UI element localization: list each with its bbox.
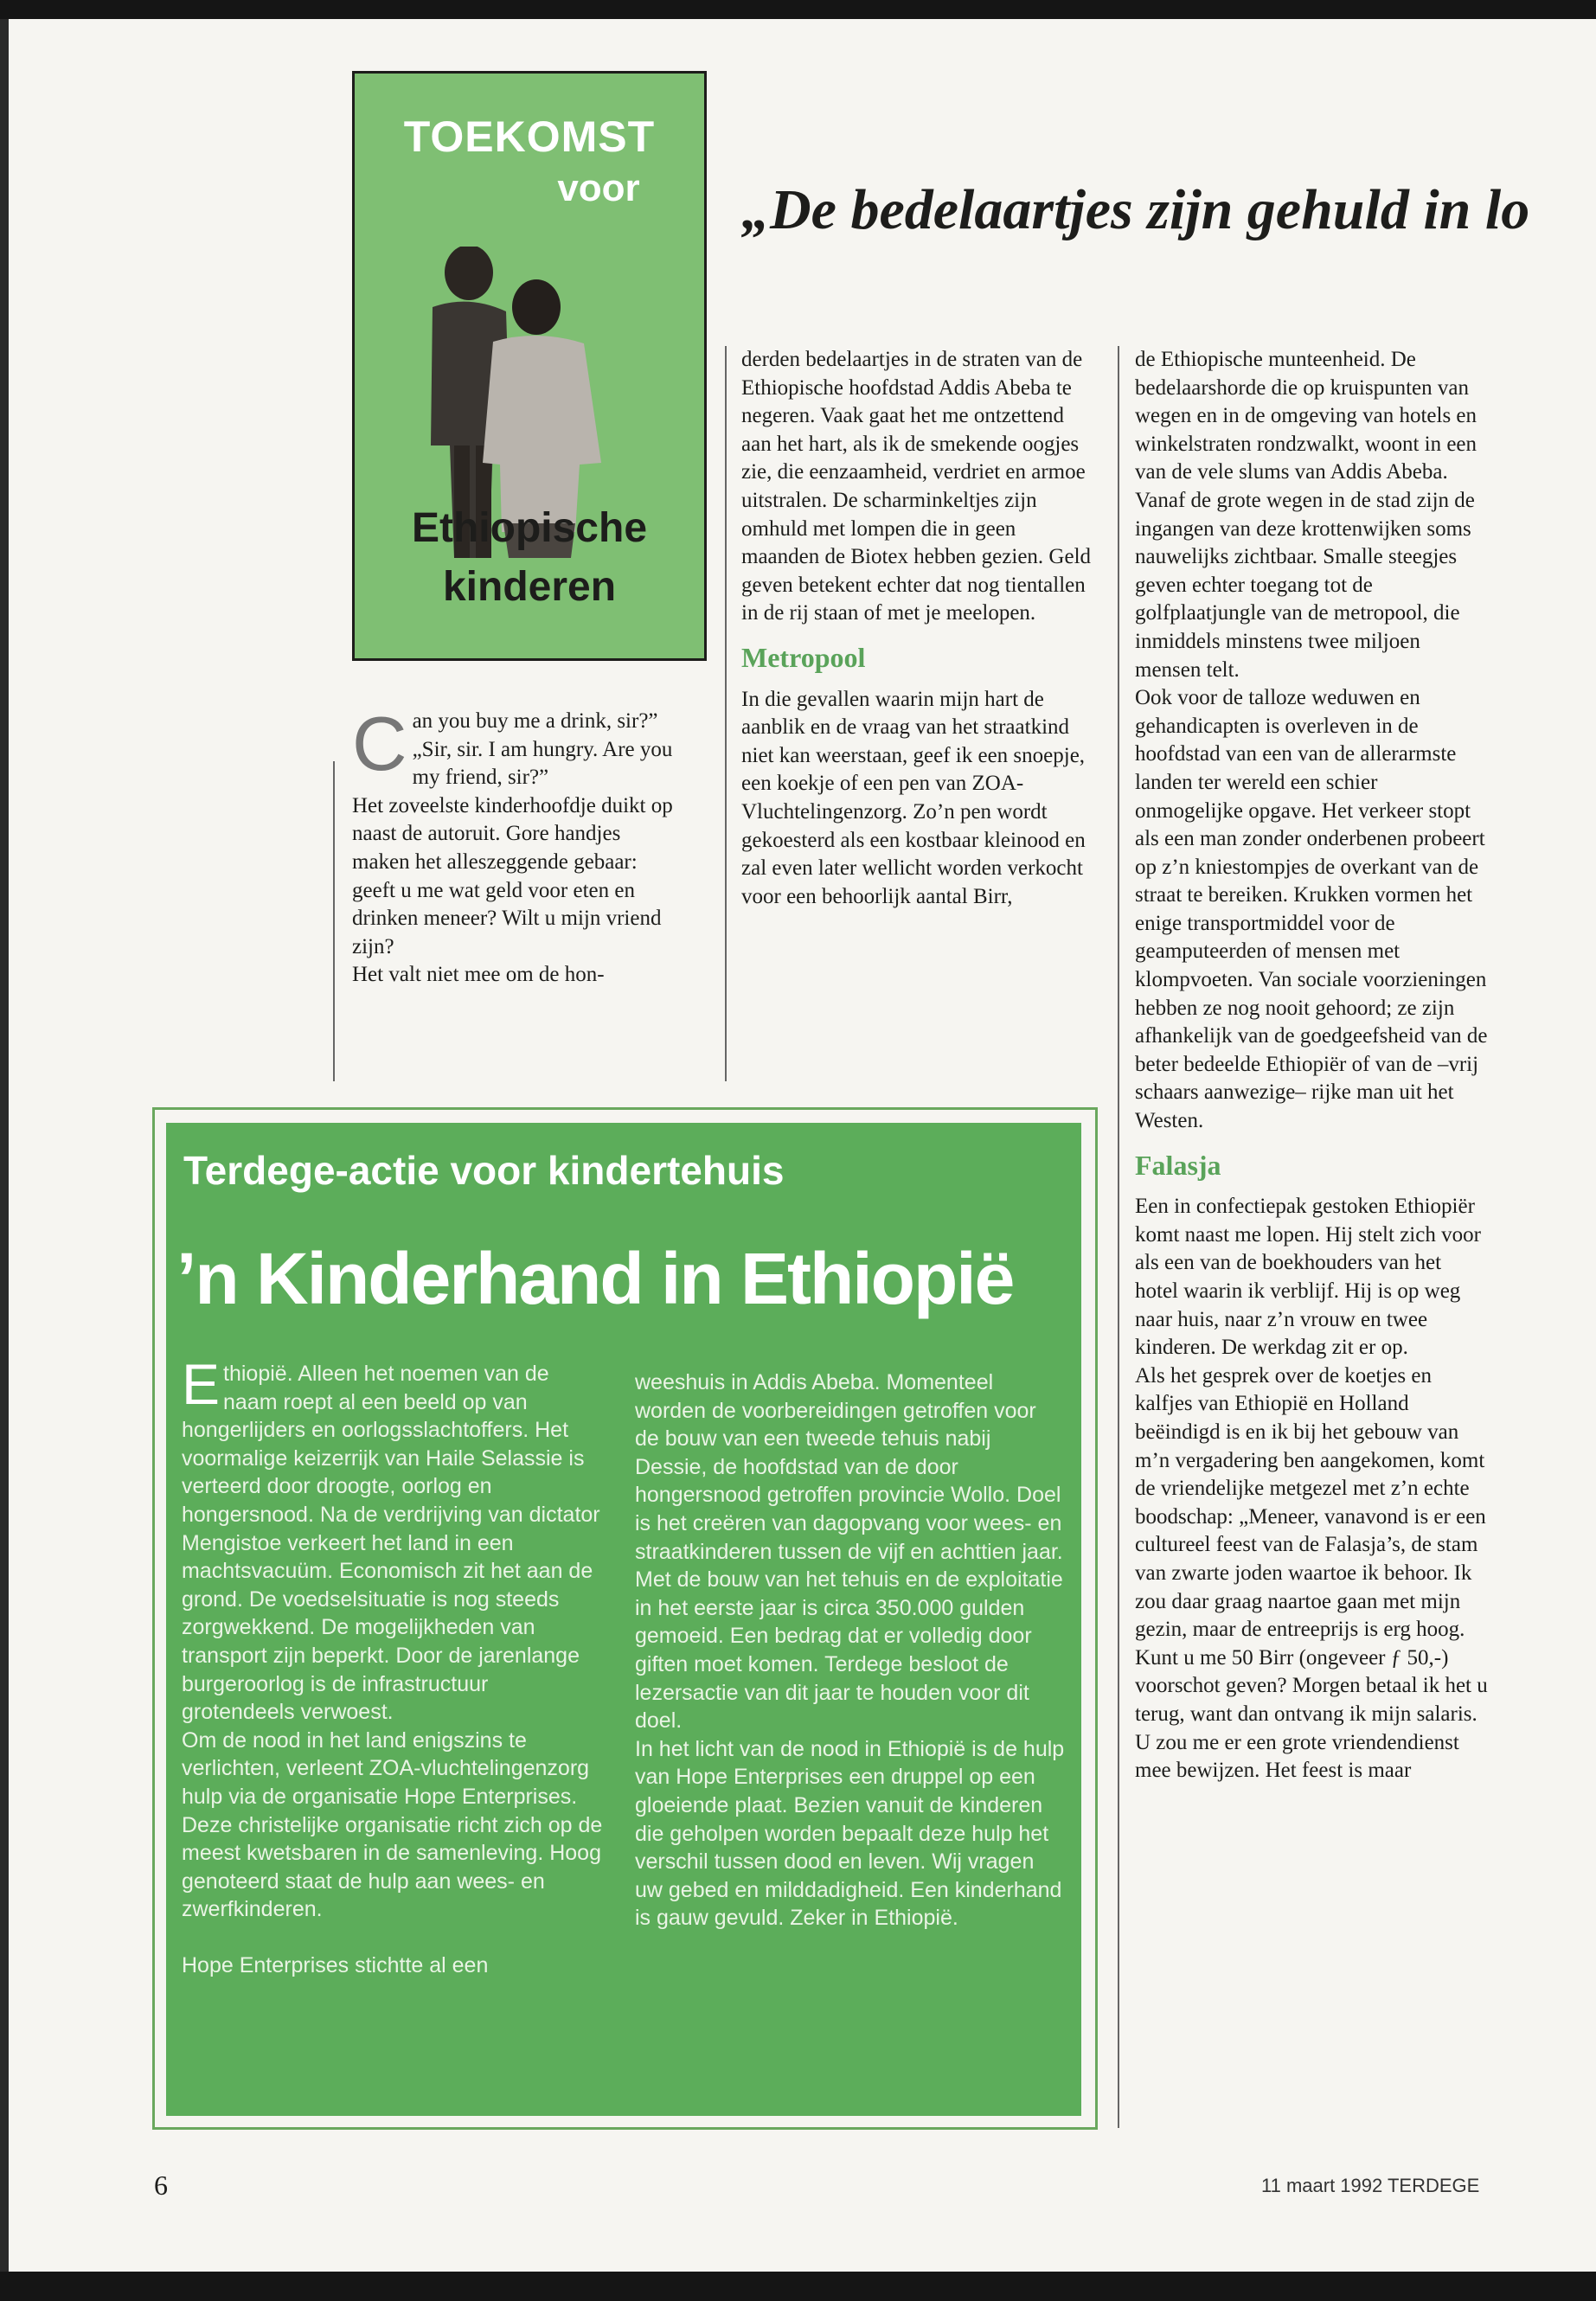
page-number: 6: [154, 2170, 168, 2201]
drop-cap: E: [182, 1352, 221, 1416]
paragraph: an you buy me a drink, sir?”: [412, 709, 658, 733]
action-box-column-2: [635, 1368, 1066, 1932]
subheading: Falasja: [1135, 1149, 1221, 1181]
teaser-line-4: kinderen: [442, 564, 617, 610]
paragraph: Met de bouw van het tehuis en de exploitatie in het eerste jaar is circa 350.000 gulden gemoeid. Een bedrag dat er volledig door giften moet komen. Terdege besloot de lezersactie van dit jaar te houden voor dit doel.: [635, 1567, 1063, 1734]
article-column-1: [352, 701, 679, 990]
teaser-line-1: TOEKOMST: [403, 112, 656, 161]
paragraph: In die gevallen waarin mijn hart de aanblik en de vraag van het straatkind niet kan weerstaan, geef ik een snoepje, een koekje of een pen van ZOA-Vluchtelingenzorg. Zo’n pen wordt gekoesterd als een kostbaar kleinood en zal even later wellicht worden verkocht voor een behoorlijk aantal Birr,: [741, 687, 1086, 908]
paragraph: de Ethiopische munteenheid. De bedelaarshorde die op kruispunten van wegen en in de omgeving van hotels en winkelstraten rondzwalkt, woont in een van de vele slums van Addis Abeba. Vanaf de grote wegen in de stad zijn de ingangen van deze krottenwijken soms nauwelijks zichtbaar. Smalle steegjes geven echter toegang tot de golfplaatjungle van de metropool, die inmiddels minstens twee miljoen mensen telt.: [1135, 348, 1477, 682]
action-box-title: Terdege-actie voor kindertehuis: [183, 1148, 785, 1193]
paragraph: Het zoveelste kinderhoofdje duikt op naast de autoruit. Gore handjes maken het alleszeggende gebaar: geeft u me wat geld voor eten en drinken meneer? Wilt u mijn vriend zijn?: [352, 793, 673, 958]
teaser-line-2: voor: [557, 167, 640, 209]
paragraph: derden bedelaartjes in de straten van de Ethiopische hoofdstad Addis Abeba te negeren. Vaak gaat het me ontzettend aan het hart, als ik de smekende oogjes zie, die eenzaamheid, verdriet en armoe uitstralen. De scharminkeltjes zijn omhuld met lompen die in geen maanden de Biotex hebben gezien. Geld geven betekent echter dat nog tientallen in de rij staan of met je meelopen.: [741, 348, 1092, 625]
paragraph: Hope Enterprises stichtte al een: [182, 1952, 489, 1977]
article-headline: „De bedelaartjes zijn gehuld in lo: [741, 178, 1530, 241]
paragraph: Om de nood in het land enigszins te verlichten, verleent ZOA-vluchtelingenzorg hulp via de organisatie Hope Enterprises. Deze christelijke organisatie richt zich op de meest kwetsbaren in de samenleving. Hoog genoteerd staat de hulp aan wees- en zwerfkinderen.: [182, 1727, 603, 1922]
action-box-column-1: [182, 1352, 606, 1979]
column-rule: [333, 761, 335, 1081]
article-column-3: [1135, 346, 1490, 1785]
drop-cap: C: [352, 701, 407, 786]
paragraph: In het licht van de nood in Ethiopië is de hulp van Hope Enterprises een druppel op een gloeiende plaat. Bezien vanuit de kinderen die geholpen worden bepaalt deze hulp het verschil tussen dood en leven. Wij vragen uw gebed en milddadigheid. Een kinderhand is gauw gevuld. Zeker in Ethiopië.: [635, 1736, 1065, 1931]
paragraph: „Sir, sir. I am hungry. Are you my friend, sir?”: [412, 737, 673, 790]
paragraph: weeshuis in Addis Abeba. Momenteel worden de voorbereidingen getroffen voor de bouw van een tweede tehuis nabij Dessie, de hoofdstad van de door hongersnood getroffen provincie Wollo. Doel is het creëren van dagopvang voor wees- en straatkinderen tussen de vijf en achttien jaar.: [635, 1370, 1063, 1564]
action-box-headline: ’n Kinderhand in Ethiopië: [176, 1238, 1014, 1319]
issue-line: 11 maart 1992 TERDEGE: [1261, 2175, 1480, 2196]
subheading: Metropool: [741, 641, 866, 673]
paragraph: Ook voor de talloze weduwen en gehandicapten is overleven in de hoofdstad van een van de allerarmste landen ter wereld een schier onmogelijke opgave. Het verkeer stopt als een man zonder onderbenen probeert op z’n kniestompjes de overkant van de straat te bereiken. Krukken vormen het enige transportmiddel voor de geamputeerden of mensen met klompvoeten. Van sociale voorzieningen hebben ze nog nooit gehoord; ze zijn afhankelijk van de goedgeefsheid van de beter bedeelde Ethiopiër of van de –vrij schaars aanwezige– rijke man uit het Westen.: [1135, 686, 1488, 1133]
paragraph: Een in confectiepak gestoken Ethiopiër komt naast me lopen. Hij stelt zich voor als een van de boekhouders van het hotel waarin ik verblijf. Hij is op weg naar huis, naar z’n vrouw en twee kinderen. De werkdag zit er op.: [1135, 1195, 1481, 1360]
paragraph: Het valt niet mee om de hon-: [352, 963, 605, 987]
scan-top-border: [0, 0, 1596, 19]
teaser-line-3: Ethiopische: [411, 505, 648, 551]
article-column-2: [741, 346, 1096, 911]
paragraph: thiopië. Alleen het noemen van de naam roept al een beeld op van hongerlijders en oorlogsslachtoffers. Het voormalige keizerrijk van Haile Selassie is verteerd door droogte, oorlog en hongersnood. Na de verdrijving van dictator Mengistoe verkeert het land in een machtsvacuüm. Economisch zit het aan de grond. De voedselsituatie is nog steeds zorgwekkend. De mogelijkheden van transport zijn beperkt. Door de jarenlange burgeroorlog is de infrastructuur grotendeels verwoest.: [182, 1362, 600, 1725]
scan-left-border: [0, 19, 9, 2272]
teaser-box: [352, 71, 707, 661]
scan-bottom-border: [0, 2272, 1596, 2301]
paragraph: Als het gesprek over de koetjes en kalfjes van Ethiopië en Holland beëindigd is en ik bij het gebouw van m’n vergadering ben aangekomen, komt de vriendelijke metgezel met z’n echte boodschap: „Meneer, vanavond is er een cultureel feest van de Falasja’s, de stam van zwarte joden waartoe ik behoor. Ik zou daar graag naartoe gaan met mijn gezin, maar de entreeprijs is erg hoog. Kunt u me 50 Birr (ongeveer ƒ 50,-) voorschot geven? Morgen betaal ik het u terug, want dan ontvang ik mijn salaris. U zou me er een grote vriendendienst mee bewijzen. Het feest is maar: [1135, 1363, 1488, 1783]
column-rule: [1118, 346, 1119, 2128]
column-rule: [725, 346, 727, 1081]
